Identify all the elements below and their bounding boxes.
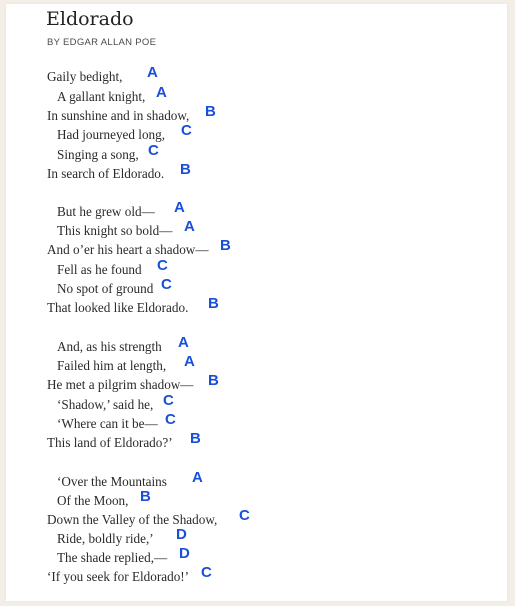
line-text: No spot of ground	[57, 281, 154, 296]
rhyme-label: A	[147, 64, 158, 81]
line-text: ‘Shadow,’ said he,	[57, 397, 154, 412]
line-text: This knight so bold—	[57, 223, 173, 238]
rhyme-label: B	[190, 430, 201, 447]
line-text: Had journeyed long,	[57, 127, 166, 142]
poem-line	[47, 430, 201, 453]
poem-line	[47, 237, 231, 260]
rhyme-label: C	[181, 122, 192, 139]
line-text: That looked like Eldorado.	[47, 300, 189, 315]
rhyme-label: B	[140, 488, 151, 505]
poem-line	[57, 199, 185, 222]
line-text: But he grew old—	[57, 204, 155, 219]
poem-line	[57, 257, 168, 280]
poem-line	[57, 218, 195, 241]
rhyme-label: C	[165, 411, 176, 428]
poem-line	[57, 334, 189, 357]
poem-line	[47, 161, 191, 184]
rhyme-label: C	[163, 392, 174, 409]
line-text: And o’er his heart a shadow—	[47, 242, 209, 257]
poem-line	[57, 392, 174, 415]
line-text: In search of Eldorado.	[47, 166, 165, 181]
rhyme-label: B	[208, 295, 219, 312]
rhyme-label: A	[184, 218, 195, 235]
rhyme-label: C	[201, 564, 212, 581]
poem-byline: BY EDGAR ALLAN POE	[47, 37, 157, 48]
line-text: In sunshine and in shadow,	[47, 108, 190, 123]
rhyme-label: B	[180, 161, 191, 178]
poem-line	[57, 84, 167, 107]
line-text: Singing a song,	[57, 147, 139, 162]
rhyme-label: C	[161, 276, 172, 293]
rhyme-label: C	[157, 257, 168, 274]
rhyme-label: C	[148, 142, 159, 159]
line-text: ‘Where can it be—	[57, 416, 158, 431]
rhyme-label: A	[192, 469, 203, 486]
poem-line	[47, 507, 250, 530]
rhyme-label: A	[184, 353, 195, 370]
line-text: Of the Moon,	[57, 493, 129, 508]
line-text: Failed him at length,	[57, 358, 167, 373]
poem-line	[47, 295, 219, 318]
line-text: And, as his strength	[57, 339, 162, 354]
line-text: Gaily bedight,	[47, 69, 123, 84]
poem-line	[57, 411, 176, 434]
rhyme-label: A	[174, 199, 185, 216]
poem-line	[57, 353, 195, 376]
rhyme-label: B	[220, 237, 231, 254]
line-text: Ride, boldly ride,’	[57, 531, 154, 546]
poem-line	[57, 545, 190, 568]
poem-line	[47, 564, 212, 587]
poem-line	[47, 64, 158, 87]
line-text: This land of Eldorado?’	[47, 435, 173, 450]
line-text: Fell as he found	[57, 262, 142, 277]
rhyme-label: D	[176, 526, 187, 543]
rhyme-label: C	[239, 507, 250, 524]
poem-title: Eldorado	[46, 8, 134, 30]
rhyme-label: A	[156, 84, 167, 101]
rhyme-label: B	[208, 372, 219, 389]
poem-line	[57, 526, 187, 549]
line-text: The shade replied,—	[57, 550, 168, 565]
line-text: ‘Over the Mountains	[57, 474, 167, 489]
rhyme-label: A	[178, 334, 189, 351]
poem-line	[57, 142, 159, 165]
poem-line	[57, 276, 172, 299]
rhyme-label: B	[205, 103, 216, 120]
rhyme-label: D	[179, 545, 190, 562]
poem-line	[57, 488, 151, 511]
line-text: He met a pilgrim shadow—	[47, 377, 194, 392]
line-text: ‘If you seek for Eldorado!’	[47, 569, 190, 584]
line-text: A gallant knight,	[57, 89, 146, 104]
line-text: Down the Valley of the Shadow,	[47, 512, 218, 527]
poem-line	[47, 103, 216, 126]
